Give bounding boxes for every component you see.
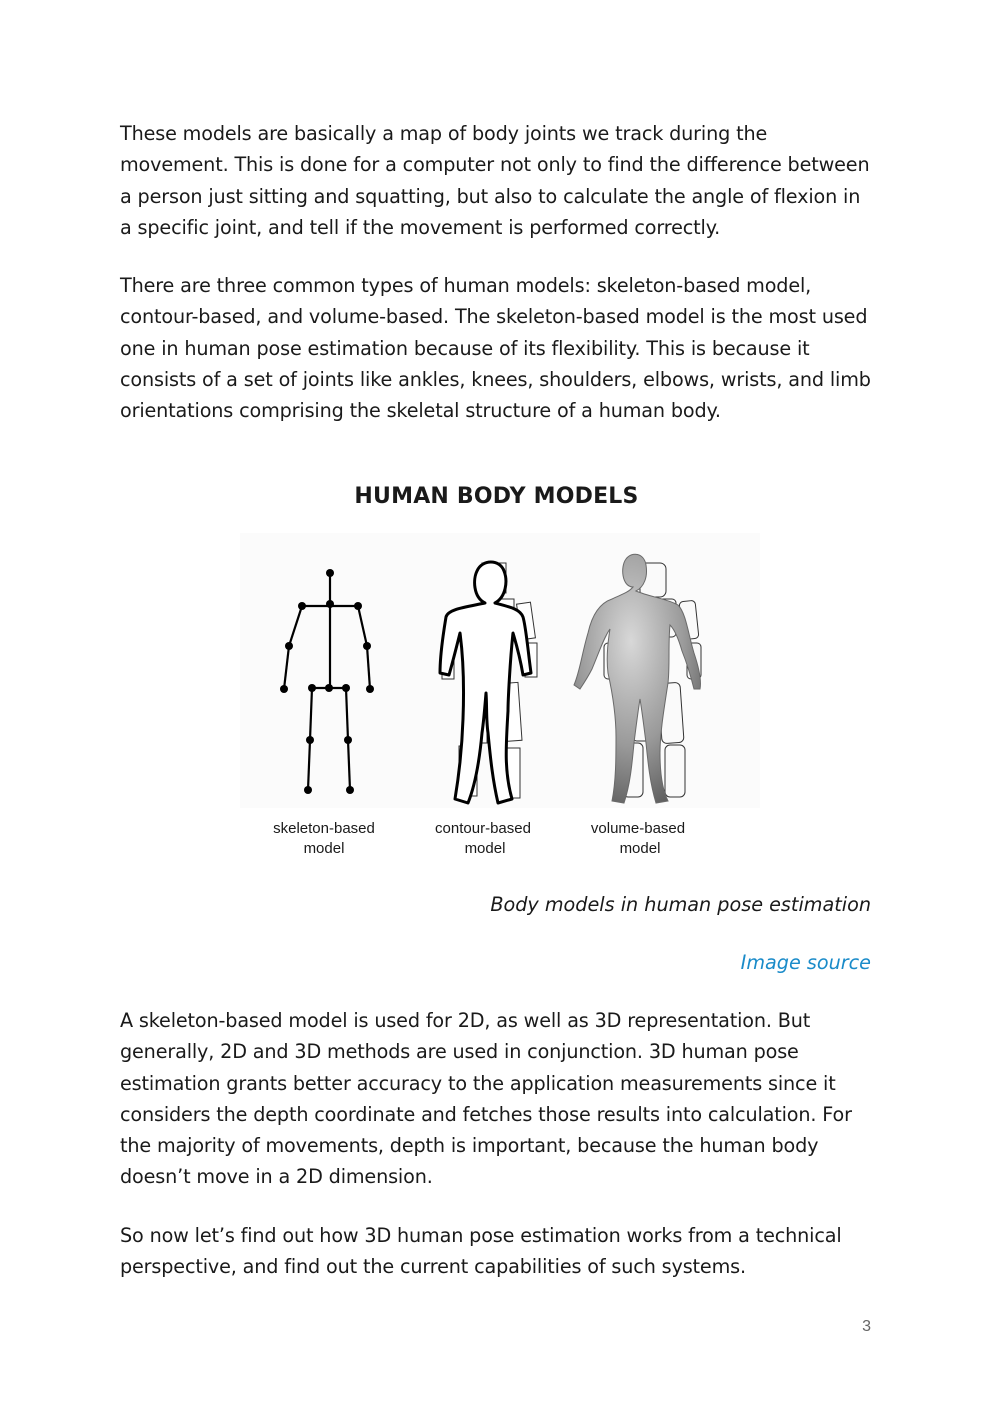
paragraph-2d-3d: A skeleton-based model is used for 2D, as well as 3D representation. But generally, 2D and 3D methods are used in conjunction. 3D human pose estimation grants better accuracy to the application measurements since it considers the depth coordinate and fetches those results into calculation. For the majority of movements, depth is important, because the human body doesn’t move in a 2D dimension.	[120, 1009, 852, 1189]
paragraph-body-joints: These models are basically a map of body joints we track during the movement. This is done for a computer not only to find the difference between a person just sitting and squatting, but also to calculate the angle of flexion in a specific joint, and tell if the movement is performed correctly.	[120, 122, 870, 239]
paragraph-next-section: So now let’s find out how 3D human pose estimation works from a technical perspective, and find out the current capabilities of such systems.	[120, 1224, 842, 1279]
image-source-link[interactable]: Image source	[740, 951, 871, 974]
page-number: 3	[862, 1318, 871, 1335]
figure-caption: Body models in human pose estimation	[490, 893, 871, 916]
human-body-models-figure	[240, 533, 760, 863]
skeleton-label-line2: model	[303, 840, 345, 857]
contour-label-line2: model	[464, 840, 506, 857]
volume-label-line2: model	[619, 840, 661, 857]
paragraph-model-types: There are three common types of human models: skeleton-based model, contour-based, and volume-based. The skeleton-based model is the most used one in human pose estimation because of its flexibility. This is because it consists of a set of joints like ankles, knees, shoulders, elbows, wrists, and limb orientations comprising the skeletal structure of a human body.	[120, 274, 871, 423]
figure-title: HUMAN BODY MODELS	[354, 484, 639, 509]
skeleton-label-line1: skeleton-based	[273, 820, 375, 837]
contour-label-line1: contour-based	[435, 820, 531, 837]
volume-label-line1: volume-based	[590, 820, 686, 837]
